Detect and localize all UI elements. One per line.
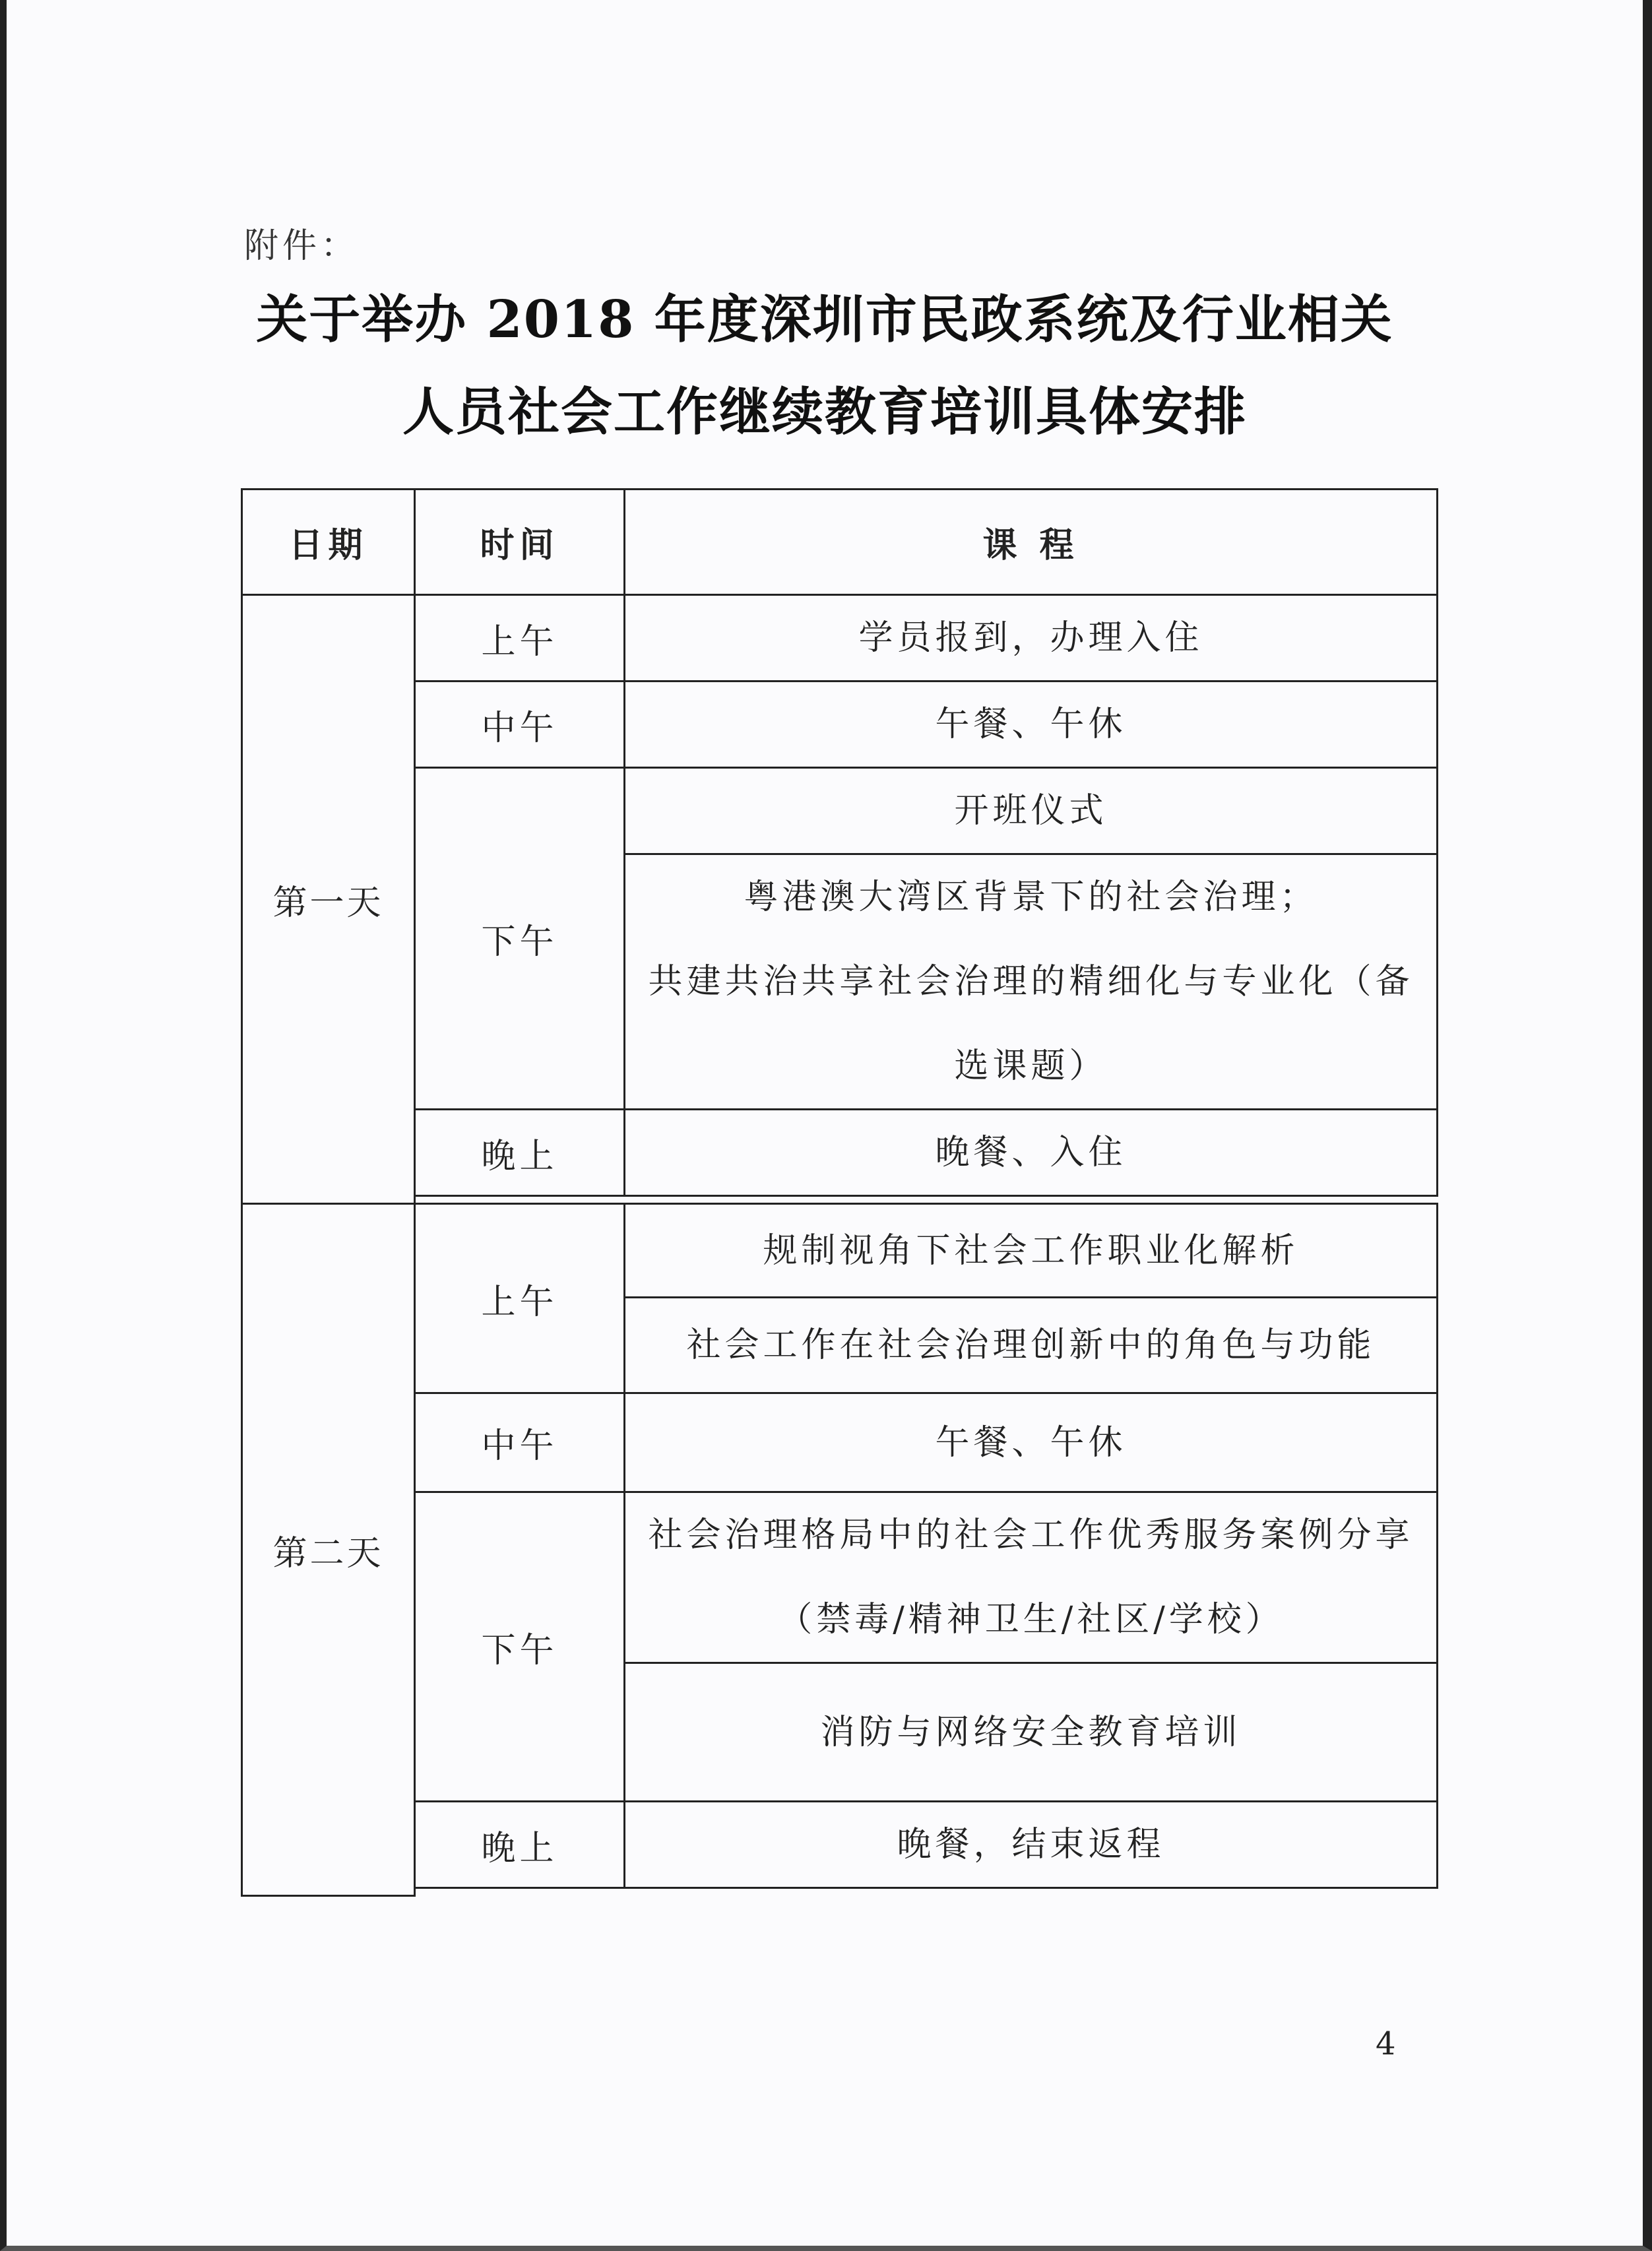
course-cell: 粤港澳大湾区背景下的社会治理； 共建共治共享社会治理的精细化与专业化（备选课题） <box>625 854 1438 1110</box>
course-cell: 午餐、午休 <box>625 682 1438 768</box>
header-date: 日期 <box>242 490 415 595</box>
table-row-spacer <box>242 1196 1438 1204</box>
schedule-table <box>241 488 1438 1897</box>
table-header-row <box>242 490 1438 595</box>
header-time: 时间 <box>415 490 625 595</box>
course-cell: 社会治理格局中的社会工作优秀服务案例分享（禁毒/精神卫生/社区/学校） <box>625 1492 1438 1663</box>
table-row <box>242 1492 1438 1663</box>
table-row <box>242 1802 1438 1888</box>
day-label: 第二天 <box>242 1204 415 1896</box>
table-row <box>242 1204 1438 1298</box>
time-slot: 上午 <box>415 1204 625 1393</box>
page-number: 4 <box>1376 2025 1396 2062</box>
table-row <box>242 595 1438 682</box>
table-row <box>242 1110 1438 1196</box>
course-cell: 晚餐、入住 <box>625 1110 1438 1196</box>
table-row <box>242 1393 1438 1492</box>
course-cell: 晚餐，结束返程 <box>625 1802 1438 1888</box>
title-line-1: 关于举办 2018 年度深圳市民政系统及行业相关 <box>256 290 1393 350</box>
course-cell: 学员报到，办理入住 <box>625 595 1438 682</box>
course-cell: 开班仪式 <box>625 768 1438 854</box>
table-row <box>242 682 1438 768</box>
title-line-2: 人员社会工作继续教育培训具体安排 <box>402 382 1247 442</box>
attachment-label: 附件： <box>244 226 360 266</box>
time-slot: 上午 <box>415 595 625 682</box>
time-slot: 晚上 <box>415 1802 625 1888</box>
table-row-spacer <box>242 1888 1438 1896</box>
course-cell: 规制视角下社会工作职业化解析 <box>625 1204 1438 1298</box>
time-slot: 中午 <box>415 1393 625 1492</box>
course-cell: 消防与网络安全教育培训 <box>625 1663 1438 1802</box>
table-row <box>242 768 1438 854</box>
time-slot: 中午 <box>415 682 625 768</box>
course-cell: 社会工作在社会治理创新中的角色与功能 <box>625 1298 1438 1393</box>
time-slot: 下午 <box>415 1492 625 1802</box>
document-title <box>172 274 1478 459</box>
time-slot: 下午 <box>415 768 625 1110</box>
time-slot: 晚上 <box>415 1110 625 1196</box>
header-course: 课 程 <box>625 490 1438 595</box>
day-label: 第一天 <box>242 595 415 1204</box>
course-cell: 午餐、午休 <box>625 1393 1438 1492</box>
